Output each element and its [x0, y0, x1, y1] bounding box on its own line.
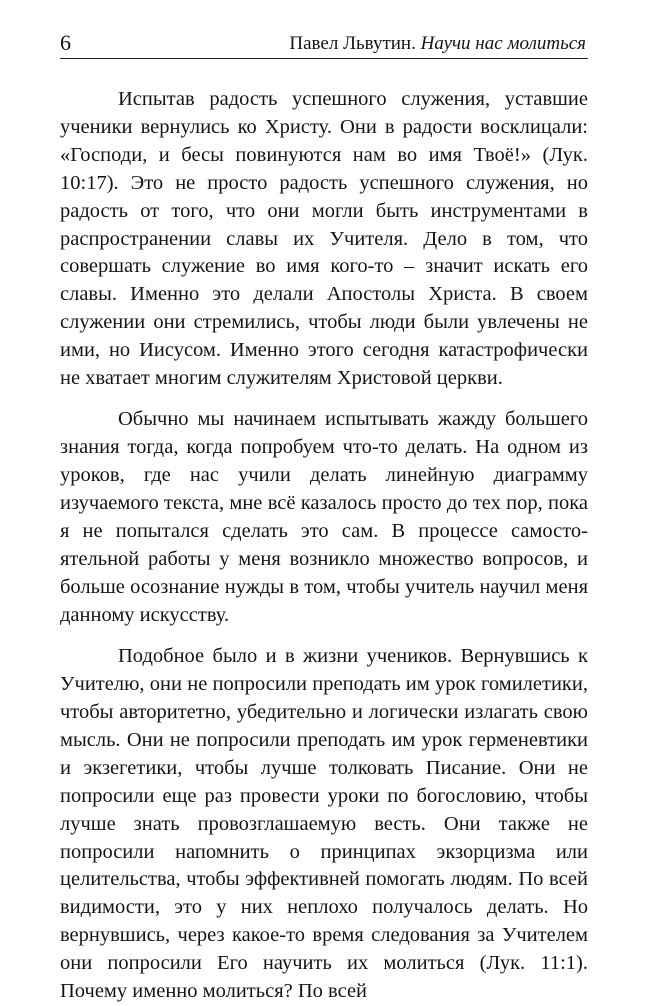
page-number: 6 — [60, 30, 71, 55]
author-name: Павел Львутин. — [289, 33, 416, 54]
paragraph-2: Обычно мы начинаем испытывать жажду большего знания тогда, когда попробуем что-то делать. На одном из уроков, где нас учили делать линейную диаграмму изучаемого текста, мне всё казалось просто до тех пор, пока я не попытался сделать это сам. В процессе самостоятельной работы у меня возникло множество вопросов, и больше осознание нужды в том, чтобы учитель научил меня данному искусству. — [60, 408, 588, 626]
body-text — [60, 86, 588, 1006]
paragraph-3: Подобное было и в жизни учеников. Вернувшись к Учителю, они не попросили преподать им урок гомилетики, чтобы авторитетно, убедительно и логически излагать свою мысль. Они не попросили преподать им урок герменевтики и экзегетики, чтобы лучше толковать Писание. Они не попросили еще раз провести уроки по богословию, чтобы лучше знать провозглашаемую весть. Они также не попросили напомнить о принципах экзорцизма или целительства, чтобы эффективней помогать людям. По всей видимости, это у них неплохо получалось делать. Но вернувшись, через какое-то время следования за Учителем они попросили Его научить их молиться (Лук. 11:1). Почему именно молиться? По всей — [60, 645, 588, 1003]
running-header — [60, 26, 588, 59]
paragraph-1: Испытав радость успешного служения, уставшие ученики вернулись ко Христу. Они в радости восклицали: «Господи, и бесы повинуются нам во имя Твоё!» (Лук. 10:17). Это не просто радость успешного служения, но радость от того, что они могли быть инструментами в распространении славы их Учителя. Дело в том, что совершать служение во имя кого-то – значит искать его славы. Именно это делали Апостолы Христа. В своем служении они стремились, чтобы люди были увлечены не ими, но Иисусом. Именно этого сегодня катастрофически не хватает многим служителям Христовой церкви. — [60, 88, 588, 390]
running-head — [289, 34, 586, 54]
book-title: Научи нас молиться — [420, 33, 586, 54]
